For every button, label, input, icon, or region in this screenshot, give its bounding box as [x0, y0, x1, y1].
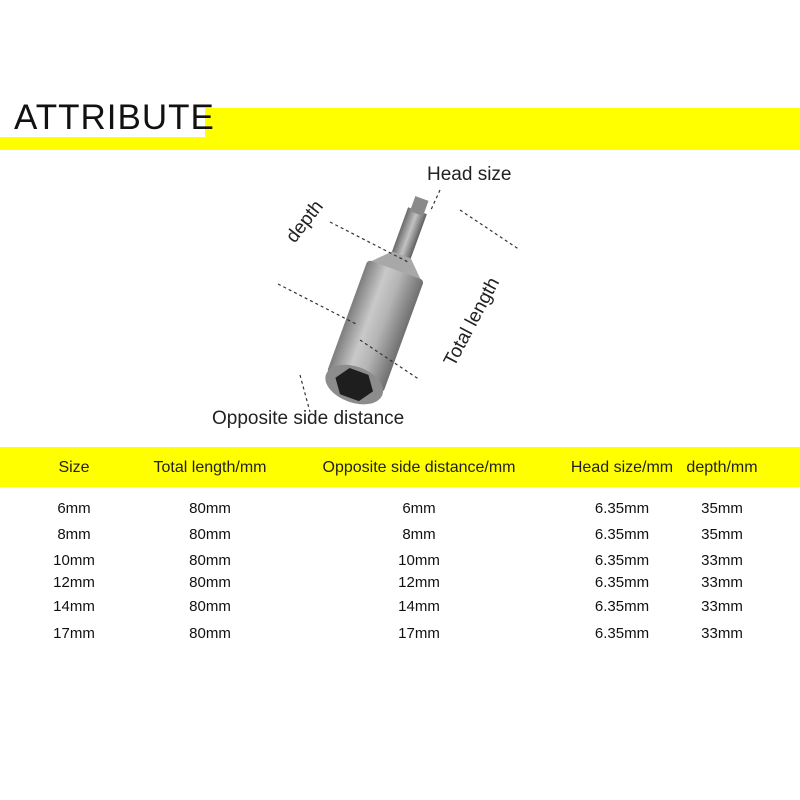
- table-row: [0, 500, 800, 524]
- column-header-total-length: Total length/mm: [153, 459, 267, 476]
- cell-head-size: 6.35mm: [594, 500, 650, 517]
- column-header-opposite-side-distance: Opposite side distance/mm: [322, 459, 516, 476]
- table-row: [0, 552, 800, 576]
- cell-opposite-side-distance: 14mm: [398, 598, 440, 615]
- cell-depth: 33mm: [701, 574, 743, 591]
- product-diagram: [0, 150, 800, 440]
- table-row: [0, 625, 800, 649]
- column-header-size: Size: [58, 459, 90, 476]
- cell-total-length: 80mm: [189, 598, 231, 615]
- depth-label: depth: [282, 196, 328, 247]
- cell-size: 10mm: [53, 552, 95, 569]
- cell-opposite-side-distance: 17mm: [398, 625, 440, 642]
- cell-size: 17mm: [53, 625, 95, 642]
- cell-size: 6mm: [57, 500, 91, 517]
- table-row: [0, 526, 800, 550]
- cell-depth: 35mm: [701, 500, 743, 517]
- cell-head-size: 6.35mm: [594, 625, 650, 642]
- cell-total-length: 80mm: [189, 574, 231, 591]
- cell-opposite-side-distance: 6mm: [402, 500, 436, 517]
- cell-size: 8mm: [57, 526, 91, 543]
- cell-opposite-side-distance: 12mm: [398, 574, 440, 591]
- socket-illustration: [0, 150, 800, 440]
- cell-depth: 33mm: [701, 598, 743, 615]
- opposite-side-distance-label: Opposite side distance: [212, 408, 405, 429]
- cell-opposite-side-distance: 8mm: [402, 526, 436, 543]
- head-size-dim-line: [430, 190, 440, 212]
- cell-head-size: 6.35mm: [594, 574, 650, 591]
- opposite-side-dim-line: [300, 375, 310, 412]
- cell-depth: 33mm: [701, 625, 743, 642]
- table-row: [0, 598, 800, 622]
- head-size-label: Head size: [427, 164, 512, 185]
- depth-dim-line-bottom: [278, 284, 358, 325]
- cell-size: 14mm: [53, 598, 95, 615]
- page-title: ATTRIBUTE: [14, 98, 215, 137]
- column-header-head-size: Head size/mm: [570, 459, 674, 476]
- cell-head-size: 6.35mm: [594, 552, 650, 569]
- hex-shank: [391, 207, 427, 261]
- column-header-depth: depth/mm: [686, 459, 758, 476]
- cell-depth: 35mm: [701, 526, 743, 543]
- total-length-dim-line-top: [460, 210, 520, 250]
- cell-total-length: 80mm: [189, 625, 231, 642]
- cell-head-size: 6.35mm: [594, 526, 650, 543]
- cell-size: 12mm: [53, 574, 95, 591]
- cell-opposite-side-distance: 10mm: [398, 552, 440, 569]
- cell-total-length: 80mm: [189, 552, 231, 569]
- cell-depth: 33mm: [701, 552, 743, 569]
- cell-total-length: 80mm: [189, 526, 231, 543]
- table-row: [0, 574, 800, 598]
- cell-head-size: 6.35mm: [594, 598, 650, 615]
- total-length-label: Total length: [440, 274, 505, 370]
- cell-total-length: 80mm: [189, 500, 231, 517]
